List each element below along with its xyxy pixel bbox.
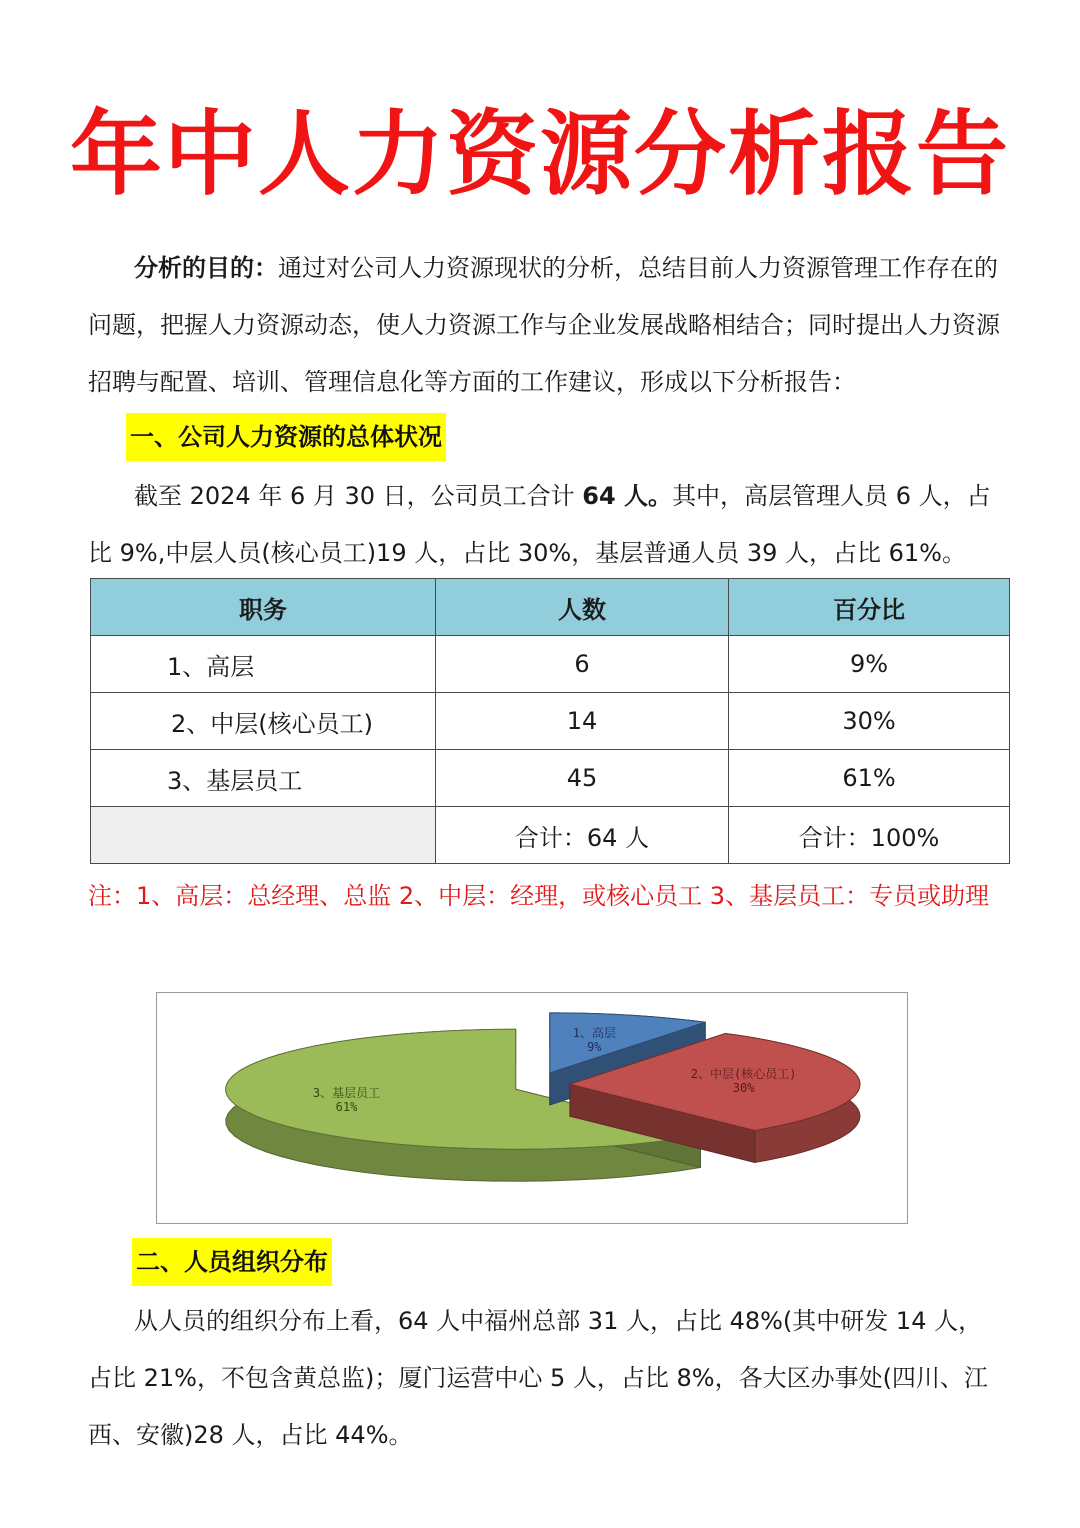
cell-count: 14 xyxy=(436,693,729,750)
table-row xyxy=(91,750,1010,807)
table-total-row xyxy=(91,807,1010,864)
cell-percent: 61% xyxy=(729,750,1010,807)
cell-blank xyxy=(91,807,436,864)
table-header-row xyxy=(91,579,1010,636)
slice-label-middle: 2、中层(核心员工) 30% xyxy=(690,1067,797,1096)
slice-label-base: 3、基层员工 61% xyxy=(312,1086,381,1115)
table-row xyxy=(91,636,1010,693)
intro-paragraph xyxy=(88,240,1004,411)
cell-percent: 9% xyxy=(729,636,1010,693)
section2-heading: 二、人员组织分布 xyxy=(132,1238,332,1286)
header-position: 职务 xyxy=(91,579,436,636)
section1-text-post: 其中，高层管理人员 6 人，占比 9%,中层人员(核心员工)19 人，占比 30%，基层普通人员 39 人，占比 61%。 xyxy=(88,482,991,567)
section1-heading: 一、公司人力资源的总体状况 xyxy=(126,413,446,461)
section2-text: 从人员的组织分布上看，64 人中福州总部 31 人，占比 48%(其中研发 14 人，占比 21%，不包含黄总监)；厦门运营中心 5 人，占比 8%，各大区办事处(四川、江西、安徽)28 人，占比 44%。 xyxy=(88,1307,988,1449)
header-percent: 百分比 xyxy=(729,579,1010,636)
pie-chart-frame xyxy=(156,992,908,1224)
table-note: 注：1、高层：总经理、总监 2、中层：经理，或核心员工 3、基层员工：专员或助理 xyxy=(88,882,990,910)
intro-label: 分析的目的： xyxy=(134,254,278,282)
header-count: 人数 xyxy=(436,579,729,636)
section2-paragraph xyxy=(88,1293,1004,1464)
cell-total-count: 合计：64 人 xyxy=(436,807,729,864)
pie-chart xyxy=(157,993,907,1223)
cell-percent: 30% xyxy=(729,693,1010,750)
section1-paragraph xyxy=(88,468,1004,582)
section1-text-pre: 截至 2024 年 6 月 30 日，公司员工合计 xyxy=(134,482,583,510)
staff-table xyxy=(90,578,1010,864)
section1-total-bold: 64 人。 xyxy=(582,482,673,510)
slice-label-top: 1、高层 9% xyxy=(572,1026,616,1055)
cell-total-percent: 合计：100% xyxy=(729,807,1010,864)
intro-text: 通过对公司人力资源现状的分析，总结目前人力资源管理工作存在的问题，把握人力资源动态，使人力资源工作与企业发展战略相结合；同时提出人力资源招聘与配置、培训、管理信息化等方面的工作建议，形成以下分析报告： xyxy=(88,254,1000,396)
cell-position: 2、中层(核心员工) xyxy=(91,693,436,750)
cell-count: 6 xyxy=(436,636,729,693)
table-row xyxy=(91,693,1010,750)
page-title: 年中人力资源分析报告 xyxy=(69,101,1010,208)
cell-position: 3、基层员工 xyxy=(91,750,436,807)
cell-count: 45 xyxy=(436,750,729,807)
cell-position: 1、高层 xyxy=(91,636,436,693)
